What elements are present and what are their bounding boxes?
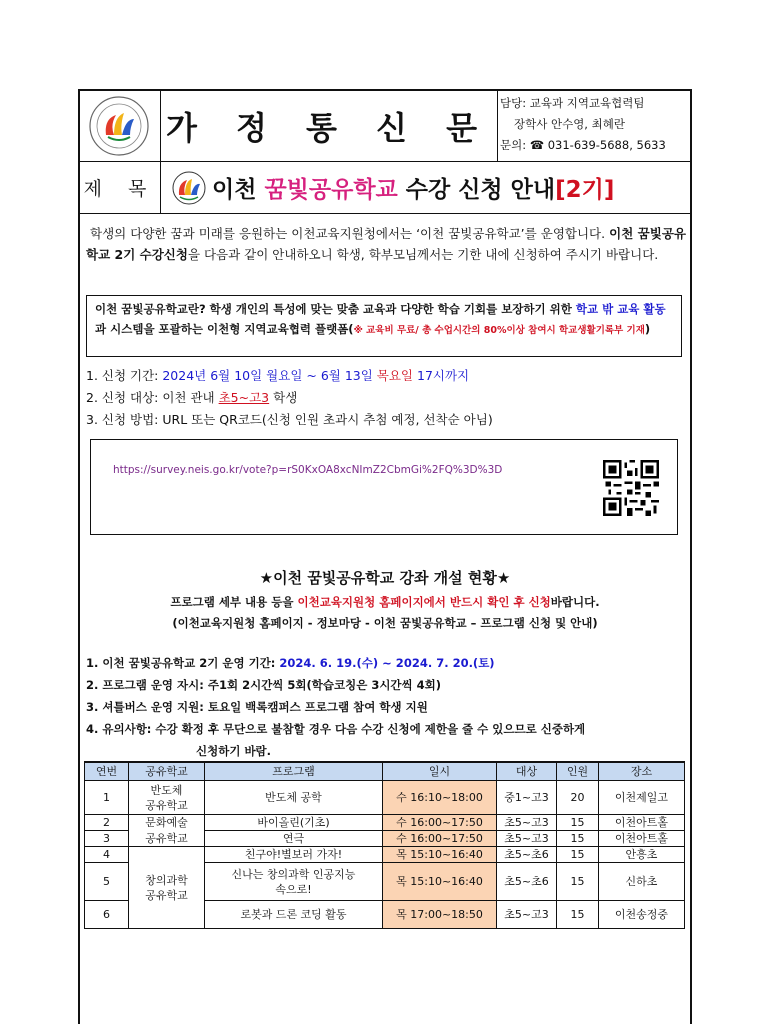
- apply-method: 3. 신청 방법: URL 또는 QR코드(신청 인원 초과시 추첨 예정, 선착순 아님): [86, 412, 493, 427]
- table-row: 4 창의과학 공유학교 친구야!별보러 가자! 목 15:10~16:40 초5~초6 15 안흥초: [85, 847, 685, 863]
- subject-row: [80, 161, 690, 214]
- survey-link[interactable]: https://survey.neis.go.kr/vote?p=rS0KxOA8xcNImZ2CbmGi%2FQ%3D%3D: [113, 464, 503, 476]
- col-target: 대상: [497, 762, 557, 781]
- logo-cell: [80, 91, 161, 161]
- operation-points: [86, 652, 688, 762]
- apply-target: 2. 신청 대상: 이천 관내 초5~고3 학생: [86, 390, 298, 405]
- qr-code-icon[interactable]: [603, 460, 659, 516]
- col-program: 프로그램: [205, 762, 383, 781]
- subject-term: [2기]: [555, 177, 615, 203]
- table-row: 3 공유학교 연극 수 16:00~17:50 초5~고3 15 이천아트홀: [85, 831, 685, 847]
- subject-label: 제 목: [80, 161, 161, 213]
- point-caution-cont: 신청하기 바람.: [196, 744, 272, 758]
- table-row: 1 반도체 공유학교 반도체 공학 수 16:10~18:00 중1~고3 20 이천제일고: [85, 781, 685, 815]
- contact-phone: 문의: ☎ 031-639-5688, 5633: [500, 138, 666, 152]
- title-cell: [160, 91, 498, 161]
- contact-staff: 장학사 안수영, 최혜란: [514, 117, 625, 131]
- table-header-row: [85, 762, 685, 781]
- col-time: 일시: [383, 762, 497, 781]
- dream-school-logo-icon: [172, 171, 206, 205]
- table-row: 5 신나는 창의과학 인공지능 속으로! 목 15:10~16:40 초5~초6 15 신하초: [85, 863, 685, 901]
- col-place: 장소: [599, 762, 685, 781]
- point-period: 1. 이천 꿈빛공유학교 2기 운영 기간: 2024. 6. 19.(수) ~ 2024. 7. 20.(토): [86, 656, 495, 670]
- col-no: 연번: [85, 762, 129, 781]
- contact-dept: 담당: 교육과 지역교육협력팀: [500, 96, 645, 110]
- apply-period: 1. 신청 기간: 2024년 6월 10일 월요일 ~ 6월 13일 목요일 17시까지: [86, 368, 470, 383]
- application-info: [86, 365, 493, 431]
- newsletter-frame: [78, 89, 692, 1024]
- programs-heading: ★이천 꿈빛공유학교 강좌 개설 현황★: [259, 569, 511, 587]
- subject-title: 이천 꿈빛공유학교 수강 신청 안내[2기]: [212, 177, 615, 203]
- contact-info: [500, 93, 690, 156]
- education-office-seal-icon: [86, 95, 152, 157]
- page-title: 가 정 통 신 문: [165, 109, 492, 147]
- program-table: [84, 761, 685, 929]
- subject-highlight: 꿈빛공유학교: [264, 177, 398, 203]
- point-caution: 4. 유의사항: 수강 확정 후 무단으로 불참할 경우 다음 수강 신청에 제한을 줄 수 있으므로 신중하게: [86, 722, 586, 736]
- point-shuttle: 3. 셔틀버스 운영 지원: 토요일 백록캠퍼스 프로그램 참여 학생 지원: [86, 700, 428, 714]
- col-school: 공유학교: [129, 762, 205, 781]
- table-row: 2 문화예술 바이올린(기초) 수 16:00~17:50 초5~고3 15 이천아트홀: [85, 815, 685, 831]
- definition-box: 이천 꿈빛공유학교란? 학생 개인의 특성에 맞는 맞춤 교육과 다양한 학습 기회를 보장하기 위한 학교 밖 교육 활동과 시스템을 포괄하는 이천형 지역교육협력 플랫폼(※ 교육비 무료/ 총 수업시간의 80%이상 참여시 학교생활기록부 기재): [86, 295, 682, 357]
- intro-paragraph: 학생의 다양한 꿈과 미래를 응원하는 이천교육지원청에서는 ‘이천 꿈빛공유학교’를 운영합니다. 이천 꿈빛공유학교 2기 수강신청을 다음과 같이 안내하오니 학생, 학부모님께서는 기한 내에 신청하여 주시기 바랍니다.: [86, 226, 686, 262]
- table-row: 6 로봇과 드론 코딩 활동 목 17:00~18:50 초5~고3 15 이천송정중: [85, 901, 685, 929]
- header: [80, 91, 690, 162]
- programs-subheading: 프로그램 세부 내용 등을 이천교육지원청 홈페이지에서 반드시 확인 후 신청바랍니다. (이천교육지원청 홈페이지 - 정보마당 - 이천 꿈빛공유학교 – 프로그램 신청 및 안내): [170, 595, 600, 630]
- url-box: [90, 439, 678, 535]
- col-count: 인원: [557, 762, 599, 781]
- point-schedule: 2. 프로그램 운영 자시: 주1회 2시간씩 5회(학습코칭은 3시간씩 4회): [86, 678, 442, 692]
